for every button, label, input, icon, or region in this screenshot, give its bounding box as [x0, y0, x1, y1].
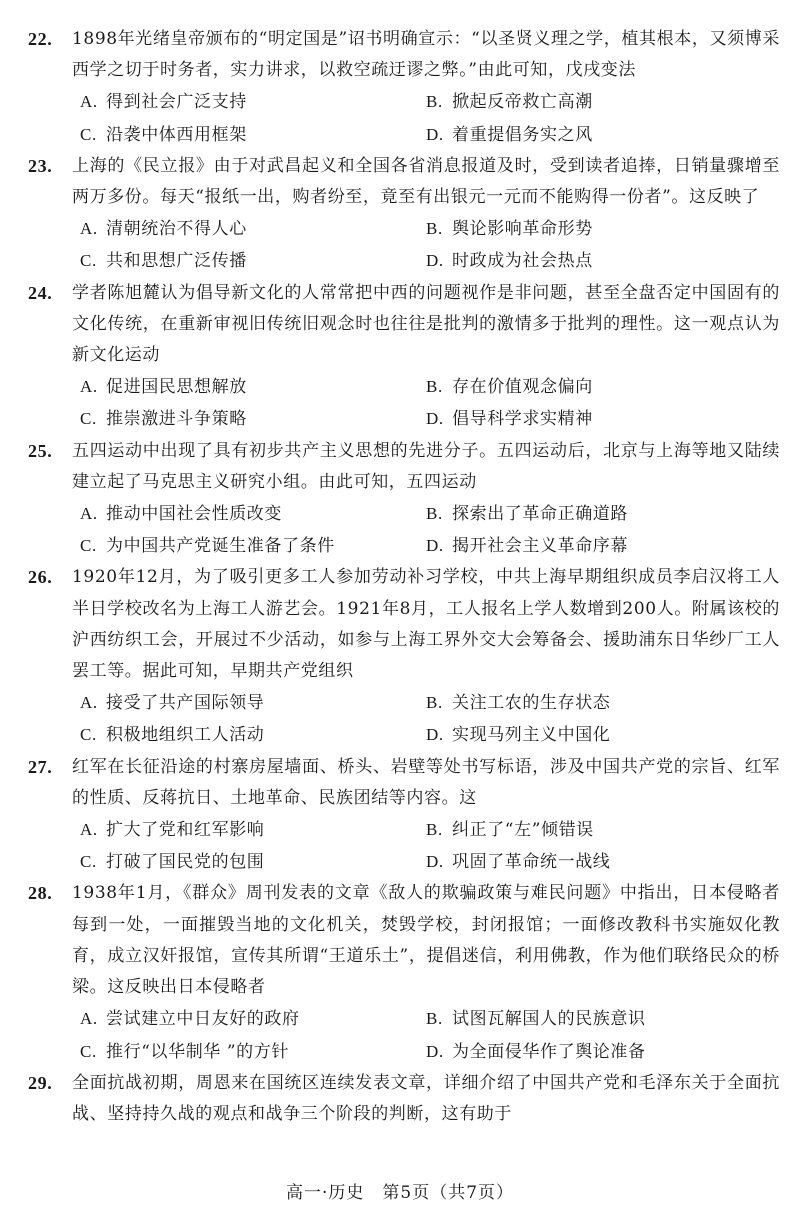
option-letter: C.	[80, 1041, 97, 1061]
answer-option	[426, 119, 772, 151]
option-text: 推行“以华制华 ”的方针	[106, 1041, 289, 1062]
option-letter: D.	[426, 725, 444, 745]
option-letter: D.	[426, 409, 444, 429]
answer-option	[80, 245, 426, 277]
option-text: 时政成为社会热点	[452, 251, 593, 272]
question-2	[28, 151, 780, 278]
option-text: 扩大了党和红军影响	[106, 820, 265, 841]
option-letter: A.	[80, 219, 98, 239]
question-text: 1898年光绪皇帝颁布的“明定国是”诏书明确宣示：“以圣贤义理之学，植其根本，又须博采西学之切于时务者，实力讲求，以救空疏迂谬之弊。”由此可知，戊戌变法	[72, 29, 780, 81]
option-letter: A.	[80, 504, 98, 524]
question-stem	[28, 752, 780, 814]
question-4	[28, 436, 780, 563]
option-letter: B.	[426, 219, 443, 239]
answer-option	[80, 1036, 426, 1068]
option-text: 清朝统治不得人心	[106, 219, 247, 240]
answer-options	[28, 498, 780, 562]
option-text: 为中国共产党诞生准备了条件	[106, 536, 335, 557]
answer-option	[426, 403, 772, 435]
option-letter: B.	[426, 1009, 443, 1029]
answer-option	[80, 213, 426, 245]
answer-option	[80, 119, 426, 151]
question-stem	[28, 278, 780, 372]
option-text: 掀起反帝救亡高潮	[452, 92, 593, 113]
answer-option	[426, 245, 772, 277]
option-letter: D.	[426, 1041, 444, 1061]
answer-option	[80, 403, 426, 435]
answer-option	[426, 1003, 772, 1035]
option-text: 推崇激进斗争策略	[106, 409, 247, 430]
answer-option	[80, 846, 426, 878]
question-8	[28, 1068, 780, 1130]
question-number: 22.	[28, 29, 53, 49]
question-3	[28, 278, 780, 436]
option-letter: C.	[80, 251, 97, 271]
option-letter: D.	[426, 852, 444, 872]
option-letter: A.	[80, 820, 98, 840]
question-text: 五四运动中出现了具有初步共产主义思想的先进分子。五四运动后，北京与上海等地又陆续建立起了马克思主义研究小组。由此可知，五四运动	[72, 440, 780, 492]
question-text: 红军在长征沿途的村寨房屋墙面、桥头、岩壁等处书写标语，涉及中国共产党的宗旨、红军的性质、反蒋抗日、土地革命、民族团结等内容。这	[72, 756, 780, 808]
question-stem	[28, 878, 780, 1003]
question-5	[28, 562, 780, 751]
answer-options	[28, 371, 780, 435]
option-text: 巩固了革命统一战线	[452, 852, 611, 873]
option-text: 促进国民思想解放	[106, 377, 247, 398]
option-text: 积极地组织工人活动	[106, 725, 265, 746]
answer-options	[28, 213, 780, 277]
answer-options	[28, 687, 780, 751]
question-list	[28, 24, 780, 1130]
question-stem	[28, 24, 780, 86]
option-text: 得到社会广泛支持	[106, 92, 247, 113]
option-letter: B.	[426, 693, 443, 713]
option-letter: A.	[80, 1009, 98, 1029]
question-text: 上海的《民立报》由于对武昌起义和全国各省消息报道及时，受到读者追捧，日销量骤增至两万多份。每天“报纸一出，购者纷至，竟至有出银元一元而不能购得一份者”。这反映了	[72, 155, 780, 208]
option-letter: D.	[426, 124, 444, 144]
option-letter: D.	[426, 251, 444, 271]
question-stem	[28, 151, 780, 213]
option-text: 着重提倡务实之风	[452, 124, 593, 145]
answer-option	[426, 687, 772, 719]
answer-option	[80, 814, 426, 846]
question-stem	[28, 1068, 780, 1130]
answer-option	[80, 371, 426, 403]
question-number: 25.	[28, 440, 53, 461]
answer-option	[80, 1003, 426, 1035]
option-text: 共和思想广泛传播	[106, 251, 247, 272]
answer-options	[28, 814, 780, 878]
option-text: 试图瓦解国人的民族意识	[452, 1009, 646, 1030]
question-text: 全面抗战初期，周恩来在国统区连续发表文章，详细介绍了中国共产党和毛泽东关于全面抗战、坚持持久战的观点和战争三个阶段的判断，这有助于	[72, 1072, 780, 1124]
option-letter: B.	[426, 377, 443, 397]
option-text: 推动中国社会性质改变	[106, 504, 282, 525]
answer-option	[426, 846, 772, 878]
answer-options	[28, 1003, 780, 1067]
option-letter: C.	[80, 852, 97, 872]
option-text: 实现马列主义中国化	[452, 725, 611, 746]
answer-option	[426, 814, 772, 846]
option-letter: A.	[80, 92, 98, 112]
answer-option	[426, 213, 772, 245]
answer-option	[426, 498, 772, 530]
question-number: 27.	[28, 756, 53, 777]
question-text: 1920年12月，为了吸引更多工人参加劳动补习学校，中共上海早期组织成员李启汉将工人半日学校改名为上海工人游艺会。1921年8月，工人报名上学人数增到200人。附属该校的沪西纺织工会，开展过不少活动，如参与上海工界外交大会筹备会、援助浦东日华纱厂工人罢工等。据此可知，早期共产党组织	[72, 567, 780, 682]
answer-option	[80, 719, 426, 751]
answer-option	[426, 719, 772, 751]
option-text: 纠正了“左”倾错误	[452, 820, 594, 841]
option-letter: B.	[426, 92, 443, 112]
question-text: 1938年1月，《群众》周刊发表的文章《敌人的欺骗政策与难民问题》中指出，日本侵略者每到一处，一面摧毁当地的文化机关，焚毁学校，封闭报馆；一面修改教科书实施奴化教育，成立汉奸报馆，宣传其所谓“王道乐土”，提倡迷信，利用佛教，作为他们联络民众的桥梁。这反映出日本侵略者	[72, 883, 780, 998]
answer-option	[426, 371, 772, 403]
option-letter: A.	[80, 693, 98, 713]
question-stem	[28, 436, 780, 498]
question-number: 23.	[28, 155, 53, 176]
question-1	[28, 24, 780, 151]
answer-option	[80, 530, 426, 562]
answer-option	[426, 86, 772, 118]
question-text: 学者陈旭麓认为倡导新文化的人常常把中西的问题视作是非问题，甚至全盘否定中国固有的文化传统，在重新审视旧传统旧观念时也往往是批判的激情多于批判的理性。这一观点认为新文化运动	[72, 282, 780, 366]
question-number: 28.	[28, 883, 53, 904]
page-footer: 高一·历史 第5页（共7页）	[285, 1183, 515, 1203]
question-number: 24.	[28, 282, 53, 303]
question-7	[28, 878, 780, 1067]
answer-options	[28, 86, 780, 150]
option-text: 存在价值观念偏向	[452, 377, 593, 398]
option-letter: B.	[426, 820, 443, 840]
option-text: 尝试建立中日友好的政府	[106, 1009, 300, 1030]
option-text: 沿袭中体西用框架	[106, 124, 247, 145]
option-text: 倡导科学求实精神	[452, 409, 593, 430]
option-letter: A.	[80, 377, 98, 397]
question-number: 29.	[28, 1072, 53, 1093]
option-letter: D.	[426, 536, 444, 556]
answer-option	[80, 687, 426, 719]
option-text: 揭开社会主义革命序幕	[452, 536, 628, 557]
answer-option	[426, 530, 772, 562]
option-text: 接受了共产国际领导	[106, 693, 265, 714]
option-text: 打破了国民党的包围	[106, 852, 265, 873]
option-text: 舆论影响革命形势	[452, 219, 593, 240]
answer-option	[80, 498, 426, 530]
option-letter: C.	[80, 725, 97, 745]
option-letter: C.	[80, 409, 97, 429]
question-number: 26.	[28, 567, 53, 588]
option-letter: B.	[426, 504, 443, 524]
answer-option	[80, 86, 426, 118]
option-text: 关注工农的生存状态	[452, 693, 611, 714]
question-stem	[28, 562, 780, 687]
question-6	[28, 752, 780, 879]
option-text: 为全面侵华作了舆论准备	[452, 1041, 646, 1062]
option-letter: C.	[80, 124, 97, 144]
option-letter: C.	[80, 536, 97, 556]
answer-option	[426, 1036, 772, 1068]
option-text: 探索出了革命正确道路	[452, 504, 628, 525]
